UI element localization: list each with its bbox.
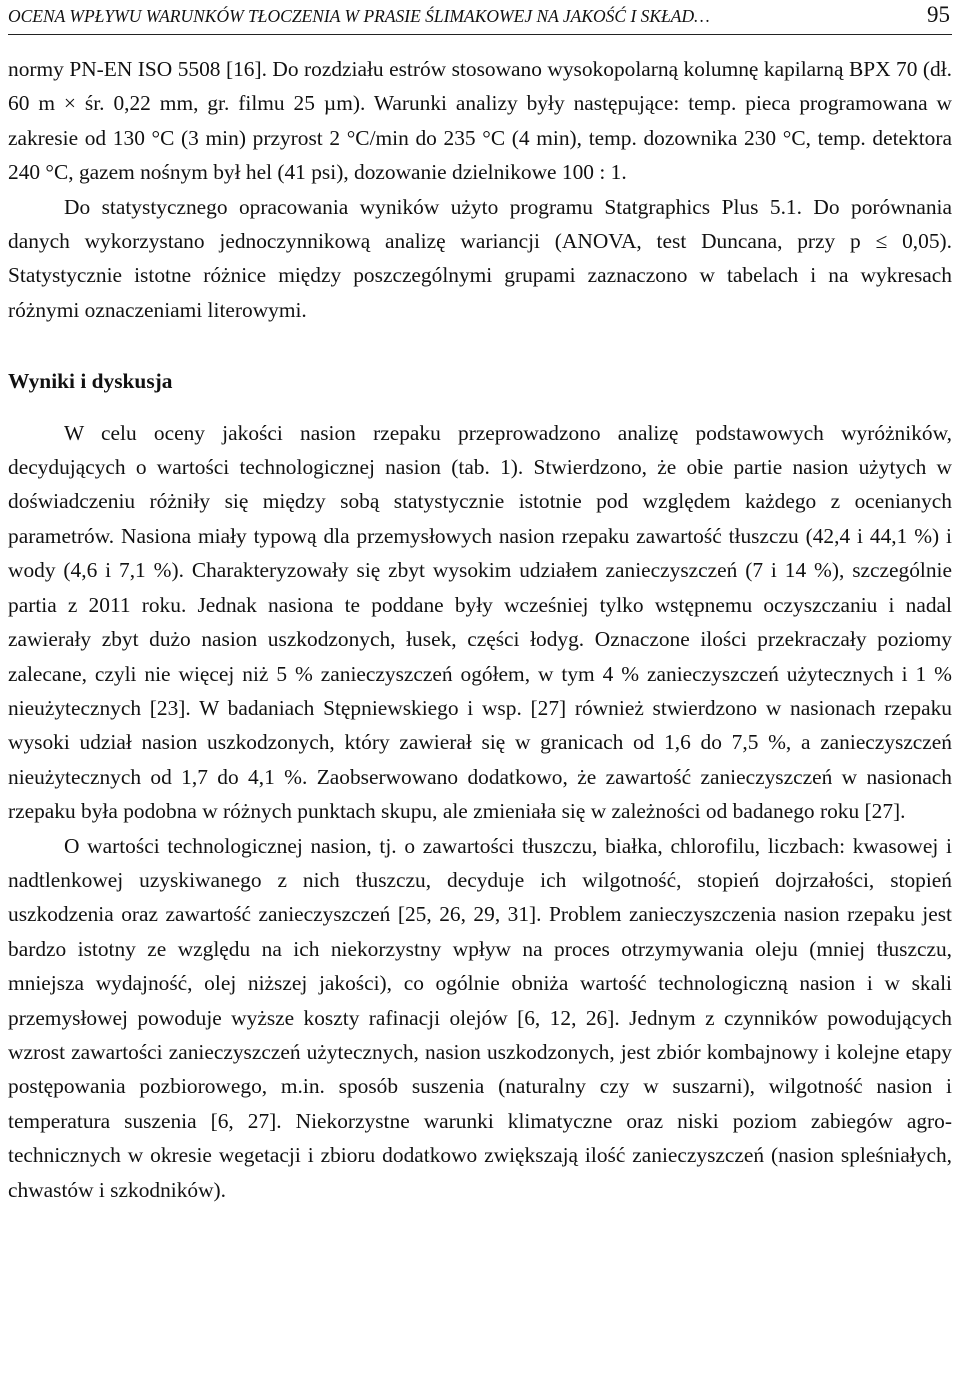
section-heading-results: Wyniki i dyskusja <box>8 369 173 394</box>
methods-paragraph-2: Do statystycznego opracowania wyników użyto programu Statgraphics Plus 5.1. Do porównania danych wykorzystano jednoczynnikową analizę wariancji (ANOVA, test Duncana, przy p ≤ 0,05). Statystycznie istotne różnice między poszczególnymi grupami zaznaczono w tabelach i na wykresach różnymi oznaczeniami literowymi. <box>8 194 952 322</box>
page-number: 95 <box>927 2 950 27</box>
document-page <box>8 0 952 1207</box>
results-paragraph-2: O wartości technologicznej nasion, tj. o zawartości tłuszczu, białka, chlorofilu, liczbach: kwasowej i nadtlenkowej uzyskiwanego z nich tłuszczu, decyduje ich wilgotność, stopień dojrzałości, stopień uszkodzenia oraz zawartość zanieczyszczeń [25, 26, 29, 31]. Problem zanieczyszczenia nasion rzepaku jest bardzo istotny ze względu na ich niekorzystny wpływ na proces otrzymywania oleju (mniej tłuszczu, mniejsza wydajność, olej niższej jakości), co ogólnie obniża wartość technologiczną nasion i w skali przemysłowej powoduje wyższe koszty rafinacji olejów [6, 12, 26]. Jednym z czynników powodujących wzrost zawartości zanieczyszczeń użytecznych, nasion uszkodzonych, jest zbiór kombajnowy i kolejne etapy postępowania pozbiorowego, m.in. sposób suszenia (naturalny czy w suszarni), wilgotność nasion i temperatura suszenia [6, 27]. Niekorzystne warunki klimatyczne oraz niski poziom zabiegów agrotechnicznych w okresie wegetacji i zbioru dodatkowo zwiększają ilość zanieczyszczeń (nasion spleśniałych, chwastów i szkodników). <box>8 833 952 1202</box>
running-title: OCENA WPŁYWU WARUNKÓW TŁOCZENIA W PRASIE ŚLIMAKOWEJ NA JAKOŚĆ I SKŁAD… <box>8 6 710 26</box>
methods-paragraph-1: normy PN-EN ISO 5508 [16]. Do rozdziału estrów stosowano wysokopolarną kolumnę kapilarną BPX 70 (dł. 60 m × śr. 0,22 mm, gr. filmu 25 µm). Warunki analizy były następujące: temp. pieca programowana w zakresie od 130 °C (3 min) przyrost 2 °C/min do 235 °C (4 min), temp. dozownika 230 °C, temp. detektora 240 °C, gazem nośnym był hel (41 psi), dozowanie dzielnikowe 100 : 1. <box>8 57 952 185</box>
results-paragraph-1: W celu oceny jakości nasion rzepaku przeprowadzono analizę podstawowych wyróżników, decydujących o wartości technologicznej nasion (tab. 1). Stwierdzono, że obie partie nasion użytych w doświadczeniu różniły się między sobą statystycznie istotnie pod względem każdego z ocenianych parametrów. Nasiona miały typową dla przemysłowych nasion rzepaku zawartość tłuszczu (42,4 i 44,1 %) i wody (4,6 i 7,1 %). Charakteryzowały się zbyt wysokim udziałem zanieczyszczeń (7 i 14 %), szczególnie partia z 2011 roku. Jednak nasiona te poddane były wcześniej tylko wstępnemu oczyszczaniu i nadal zawierały zbyt dużo nasion uszkodzonych, łusek, części łodyg. Oznaczone ilości przekraczały poziomy zalecane, czyli nie więcej niż 5 % zanieczyszczeń ogółem, w tym 4 % zanieczyszczeń użytecznych i 1 % nieużytecznych [23]. W badaniach Stępniewskiego i wsp. [27] również stwierdzono w nasionach rzepaku wysoki udział nasion uszkodzonych, który zawierał się w granicach od 1,6 do 7,5 %, a zanieczyszczeń nieużytecznych od 1,7 do 4,1 %. Zaobserwowano dodatkowo, że zawartość zanieczyszczeń w nasionach rzepaku była podobna w różnych punktach skupu, ale zmieniała się w zależności od badanego roku [27]. <box>8 420 952 824</box>
running-header <box>8 0 952 35</box>
body-text <box>8 52 952 1207</box>
